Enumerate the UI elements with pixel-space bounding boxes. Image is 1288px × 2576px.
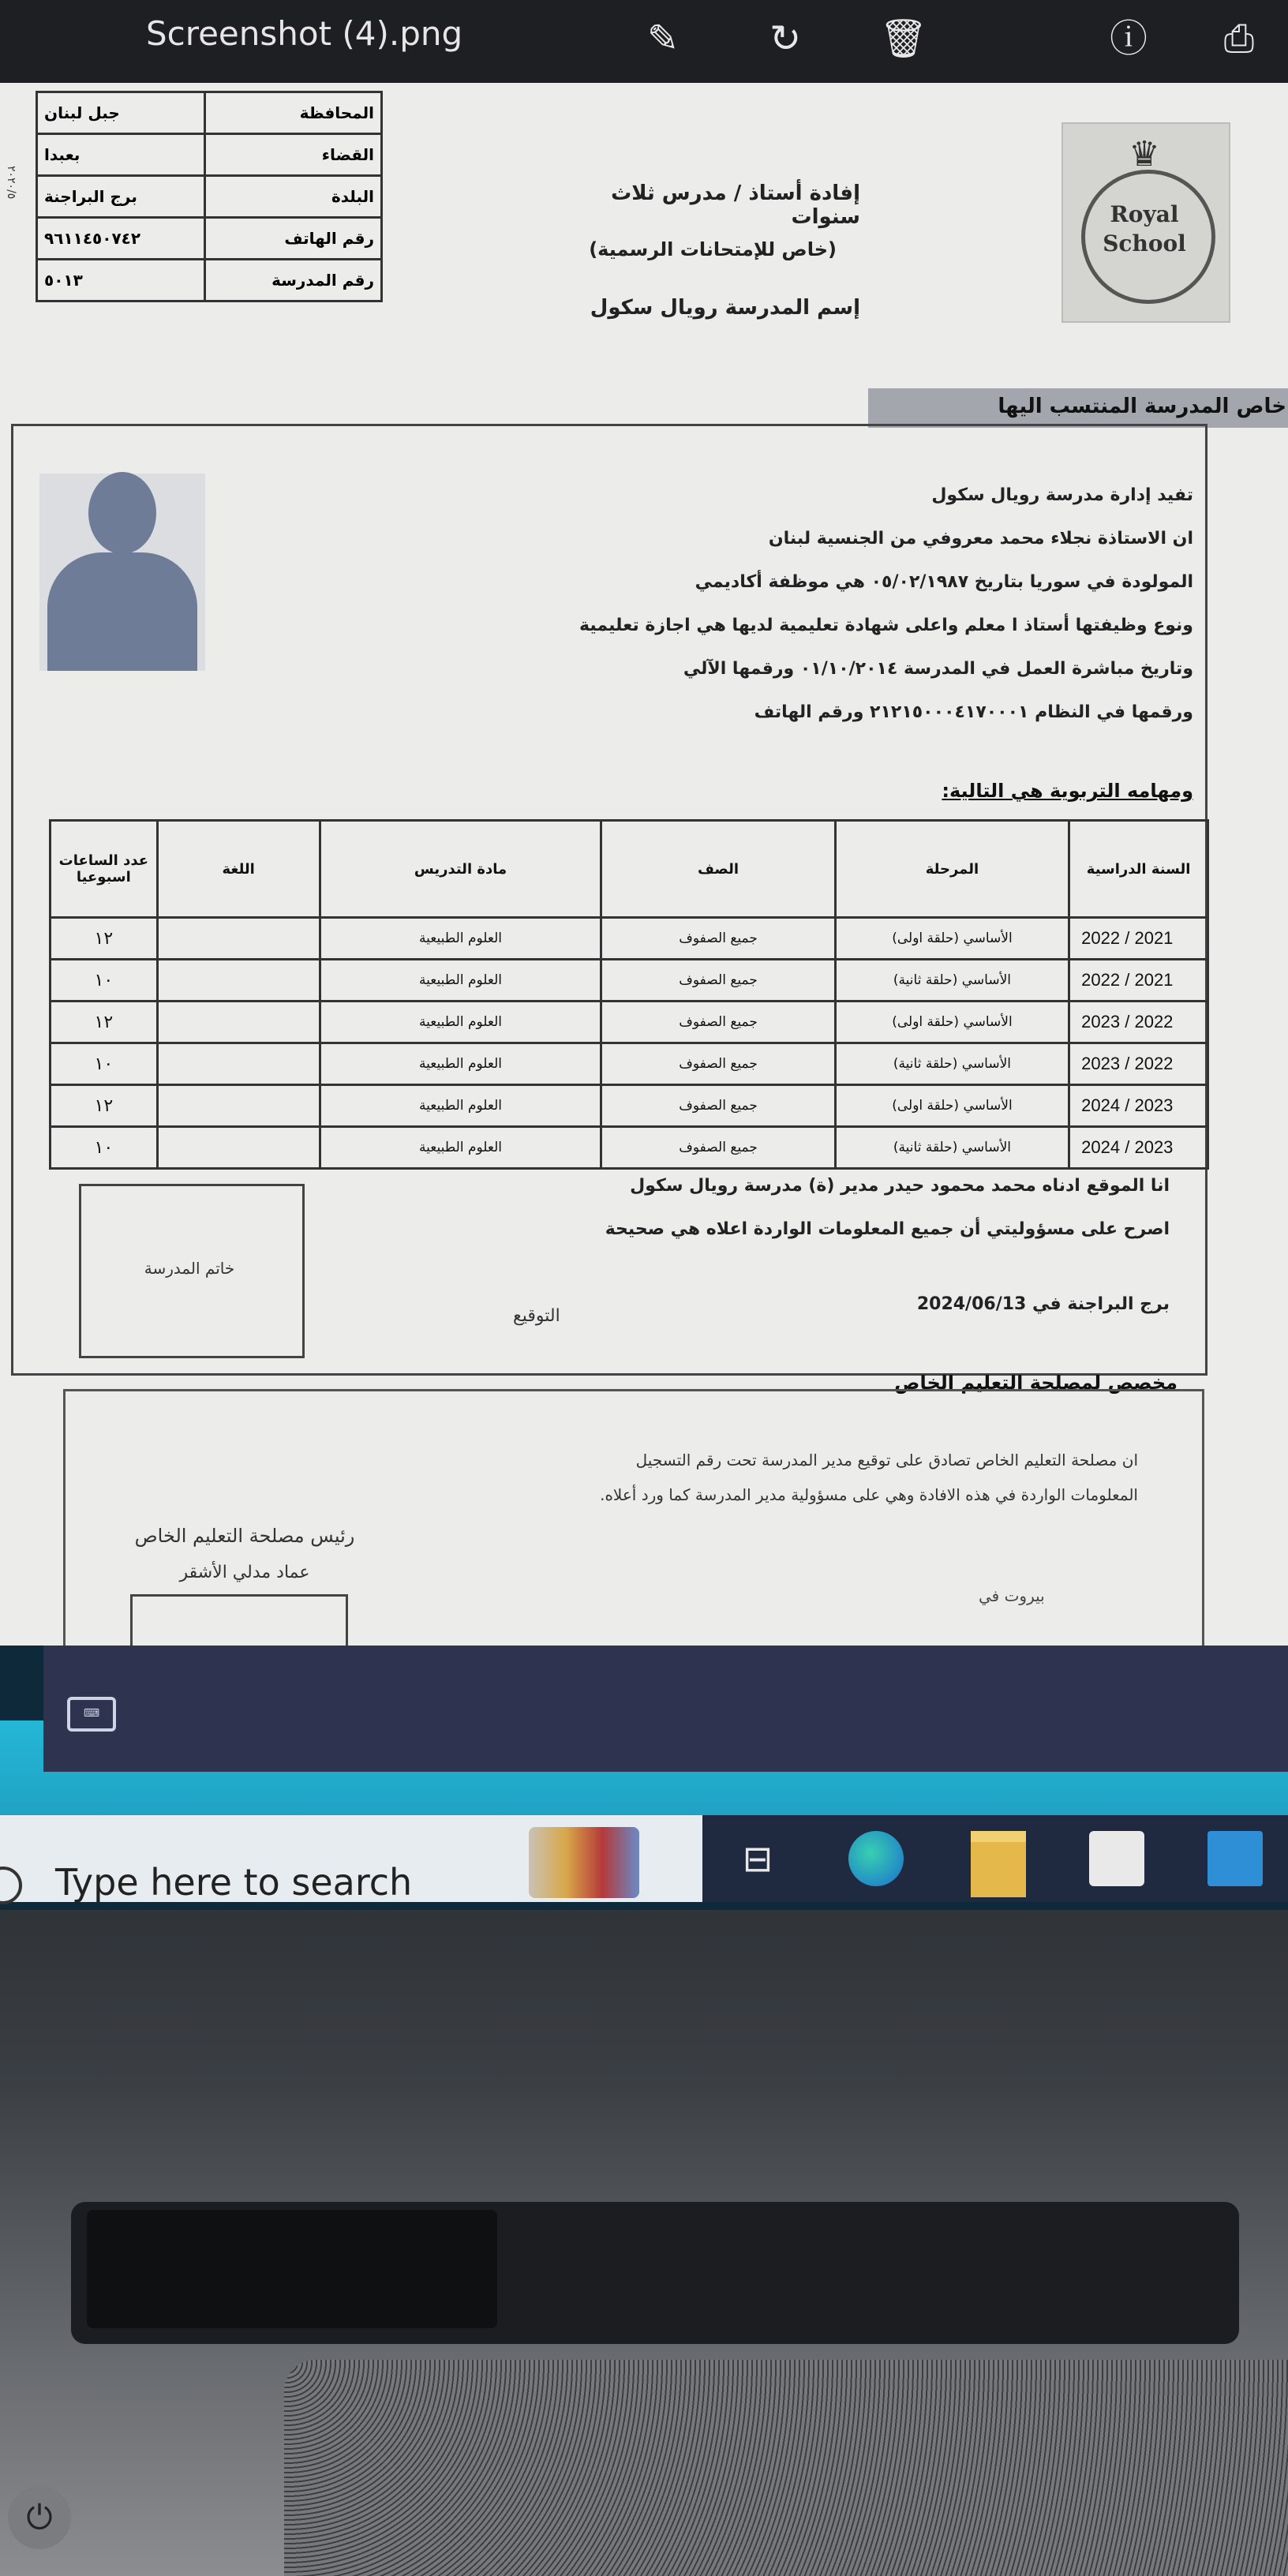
table-row [37, 92, 382, 134]
edge-icon[interactable] [848, 1831, 904, 1886]
cell-hours: ١٠ [51, 1127, 158, 1169]
column-header: السنة الدراسية [1069, 821, 1208, 918]
cell-language [157, 960, 320, 1002]
cell-class: جميع الصفوف [601, 1002, 835, 1043]
logo-text: School [1103, 230, 1186, 256]
cell-hours: ١٢ [51, 1085, 158, 1127]
info-value: ٥٠١٣ [37, 260, 205, 301]
side-code: ٢٠٢٠/٥ [5, 166, 17, 200]
head-title: رئيس مصلحة التعليم الخاص [134, 1525, 355, 1547]
statement-line: ان الاستاذة نجلاء محمد معروفي من الجنسية لبنان [768, 529, 1193, 549]
mail-icon[interactable] [1208, 1831, 1263, 1886]
cell-class: جميع الصفوف [601, 918, 835, 960]
info-value: جبل لبنان [37, 92, 205, 134]
cell-language [157, 1127, 320, 1169]
table-header-row [51, 821, 1208, 918]
cell-year: 2023 / 2024 [1069, 1127, 1208, 1169]
cortana-icon[interactable] [529, 1827, 639, 1898]
school-info-table [36, 91, 383, 302]
signature-label: التوقيع [513, 1306, 560, 1326]
table-row [51, 1085, 1208, 1127]
statement-line: ونوع وظيفتها أستاذ ا معلم واعلى شهادة تعليمية لديها هي اجازة تعليمية [579, 616, 1193, 635]
edit-image-icon[interactable]: ✎ [646, 17, 680, 61]
info-label: القضاء [205, 134, 382, 176]
statement-line: تفيد إدارة مدرسة رويال سكول [931, 485, 1193, 505]
section-title: خاص المدرسة المنتسب اليها [998, 395, 1286, 418]
reviewed-label: بيروت في [979, 1586, 1045, 1605]
statement-line: وتاريخ مباشرة العمل في المدرسة ٠١/١٠/٢٠١٤ ورقمها الآلي [683, 659, 1193, 679]
info-value: ٩٦١١٤٥٠٧٤٢ [37, 218, 205, 260]
table-row [51, 960, 1208, 1002]
cell-language [157, 918, 320, 960]
viewer-footer [43, 1646, 1288, 1772]
cell-subject: العلوم الطبيعية [320, 1127, 601, 1169]
cell-year: 2023 / 2024 [1069, 1085, 1208, 1127]
delete-icon[interactable]: 🗑 [879, 17, 928, 61]
section-title: مخصص لمصلحة التعليم الخاص [894, 1372, 1178, 1394]
print-icon[interactable]: ⎙ [1223, 17, 1255, 61]
table-row [51, 1043, 1208, 1085]
keyboard-icon[interactable]: ⌨ [67, 1697, 116, 1732]
stamp-label: خاتم المدرسة [144, 1259, 235, 1278]
declaration-line: اصرح على مسؤوليتي أن جميع المعلومات الواردة اعلاه هي صحيحة [605, 1219, 1170, 1239]
cell-stage: الأساسي (حلقة ثانية) [835, 960, 1069, 1002]
table-row [37, 218, 382, 260]
table-row [37, 134, 382, 176]
info-label: رقم المدرسة [205, 260, 382, 301]
laptop-hinge-slot [87, 2210, 497, 2328]
cell-language [157, 1002, 320, 1043]
cell-stage: الأساسي (حلقة اولى) [835, 1002, 1069, 1043]
column-header: الصف [601, 821, 835, 918]
info-label: رقم الهاتف [205, 218, 382, 260]
cell-class: جميع الصفوف [601, 960, 835, 1002]
table-row [37, 176, 382, 218]
column-header: المرحلة [835, 821, 1069, 918]
cell-subject: العلوم الطبيعية [320, 960, 601, 1002]
info-label: المحافظة [205, 92, 382, 134]
cell-subject: العلوم الطبيعية [320, 1002, 601, 1043]
cell-class: جميع الصفوف [601, 1085, 835, 1127]
cell-hours: ١٢ [51, 918, 158, 960]
place-date: برج البراجنة في 2024/06/13 [916, 1294, 1170, 1314]
info-value: بعبدا [37, 134, 205, 176]
cell-language [157, 1043, 320, 1085]
statement-line: ورقمها في النظام ٢١٢١٥٠٠٠٤١٧٠٠٠١ ورقم الهاتف [754, 702, 1193, 722]
cell-hours: ١٠ [51, 960, 158, 1002]
cell-hours: ١٢ [51, 1002, 158, 1043]
declaration-line: انا الموقع ادناه محمد محمود حيدر مدير (ة) مدرسة رويال سكول [630, 1176, 1170, 1196]
logo-text: Royal [1110, 201, 1179, 227]
table-row [51, 918, 1208, 960]
viewer-title: Screenshot (4).png [146, 14, 463, 53]
cell-year: 2022 / 2023 [1069, 1002, 1208, 1043]
cell-subject: العلوم الطبيعية [320, 1085, 601, 1127]
cell-language [157, 1085, 320, 1127]
table-row [37, 260, 382, 301]
cell-class: جميع الصفوف [601, 1127, 835, 1169]
table-row [51, 1127, 1208, 1169]
document-title: إفادة أستاذ / مدرس ثلاث سنوات [611, 182, 860, 229]
cell-stage: الأساسي (حلقة اولى) [835, 918, 1069, 960]
table-row [51, 1002, 1208, 1043]
head-name: عماد مدلي الأشقر [179, 1563, 310, 1582]
cell-class: جميع الصفوف [601, 1043, 835, 1085]
cell-subject: العلوم الطبيعية [320, 1043, 601, 1085]
cell-year: 2021 / 2022 [1069, 960, 1208, 1002]
info-icon[interactable]: ⓘ [1109, 17, 1148, 61]
cell-stage: الأساسي (حلقة ثانية) [835, 1127, 1069, 1169]
power-button-icon[interactable]: ⏻ [8, 2486, 71, 2549]
taskbar-search-input[interactable]: Type here to search [55, 1861, 413, 1904]
approval-line: المعلومات الواردة في هذه الافادة وهي على مسؤولية مدير المدرسة كما ورد أعلاه. [600, 1485, 1138, 1504]
tasks-label: ومهامه التربوية هي التالية: [942, 780, 1193, 802]
file-explorer-icon[interactable] [971, 1831, 1026, 1897]
store-icon[interactable] [1089, 1831, 1144, 1886]
crown-icon: ♛ [1129, 134, 1160, 174]
speaker-grille [284, 2360, 1288, 2576]
cell-stage: الأساسي (حلقة اولى) [835, 1085, 1069, 1127]
tasks-table [49, 819, 1209, 1170]
cell-subject: العلوم الطبيعية [320, 918, 601, 960]
avatar-head-icon [88, 472, 156, 554]
cell-year: 2021 / 2022 [1069, 918, 1208, 960]
cell-stage: الأساسي (حلقة ثانية) [835, 1043, 1069, 1085]
school-name-title: إسم المدرسة رويال سكول [590, 296, 860, 320]
column-header: عدد الساعات اسبوعيا [51, 821, 158, 918]
approval-line: ان مصلحة التعليم الخاص تصادق على توقيع مدير المدرسة تحت رقم التسجيل [635, 1451, 1138, 1470]
info-label: البلدة [205, 176, 382, 218]
statement-line: المولودة في سوريا بتاريخ ٠٥/٠٢/١٩٨٧ هي موظفة أكاديمي [695, 572, 1193, 592]
cell-year: 2022 / 2023 [1069, 1043, 1208, 1085]
info-value: برج البراجنة [37, 176, 205, 218]
column-header: اللغة [157, 821, 320, 918]
rotate-icon[interactable]: ↻ [769, 17, 802, 61]
task-view-icon[interactable]: ⊟ [742, 1837, 773, 1880]
document-subtitle: (خاص للإمتحانات الرسمية) [589, 238, 837, 260]
cell-hours: ١٠ [51, 1043, 158, 1085]
column-header: مادة التدريس [320, 821, 601, 918]
avatar-body-icon [47, 552, 197, 671]
